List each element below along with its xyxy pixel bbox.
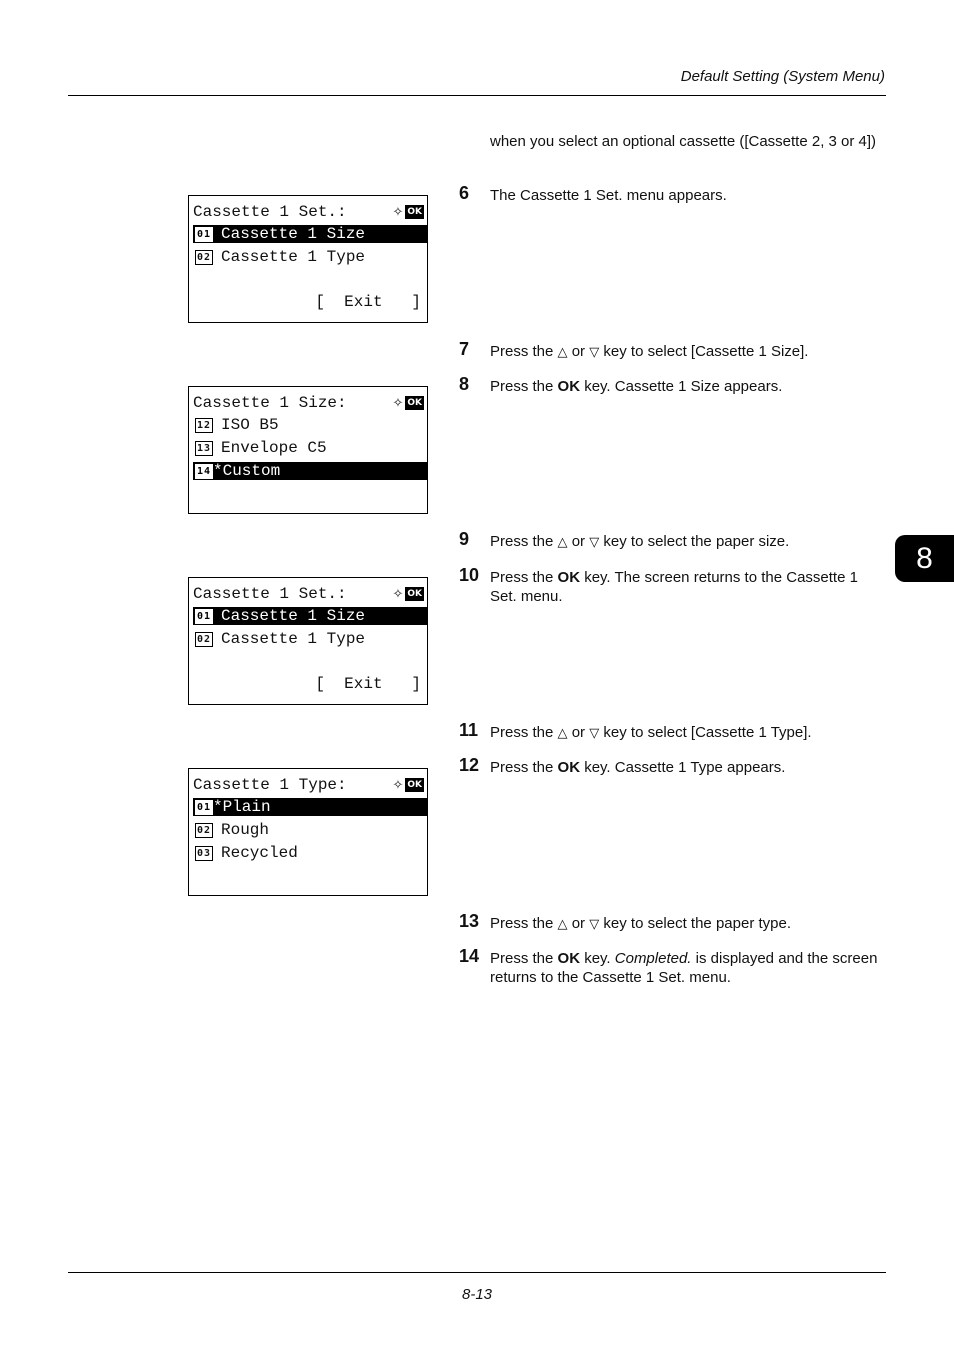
page-number: 8-13 xyxy=(461,1286,493,1303)
item-number-icon: 03 xyxy=(196,848,212,859)
panel-title: Cassette 1 Size: xyxy=(193,394,347,412)
item-number-icon: 01 xyxy=(196,802,212,813)
step-number: 14 xyxy=(459,946,480,966)
menu-item[interactable] xyxy=(193,439,427,457)
step-number: 11 xyxy=(459,720,479,740)
footer-rule xyxy=(68,1272,886,1273)
menu-item-label: Recycled xyxy=(221,844,298,862)
menu-item[interactable] xyxy=(193,821,427,839)
arrow-keys-icon: ✧ xyxy=(392,777,404,793)
menu-item-selected[interactable] xyxy=(193,225,427,243)
nav-ok-icons xyxy=(392,777,424,793)
item-number-icon: 14 xyxy=(196,466,212,477)
arrow-keys-icon: ✧ xyxy=(392,586,404,602)
step-text: Press the OK key. Completed. is displayed and the screen returns to the Cassette 1 Set. menu. xyxy=(490,950,878,986)
step-text: Press the △ or ▽ key to select [Cassette 1 Type]. xyxy=(490,724,812,741)
lcd-panel-cassette-type xyxy=(188,768,428,896)
nav-ok-icons xyxy=(392,395,424,411)
exit-softkey[interactable]: [ Exit ] xyxy=(315,293,421,311)
chapter-tab: 8 xyxy=(895,535,954,582)
item-number-icon: 02 xyxy=(196,634,212,645)
step-number: 9 xyxy=(459,529,470,549)
menu-item-label: Rough xyxy=(221,821,270,839)
ok-key-label: OK xyxy=(557,378,581,395)
menu-item[interactable] xyxy=(193,248,427,266)
menu-item-label: Cassette 1 Type xyxy=(221,630,366,648)
item-number-icon: 02 xyxy=(196,252,212,263)
menu-item[interactable] xyxy=(193,416,427,434)
menu-item-selected[interactable] xyxy=(193,607,427,625)
exit-softkey[interactable]: [ Exit ] xyxy=(315,675,421,693)
menu-item-label: ISO B5 xyxy=(221,416,279,434)
lcd-panel-cassette-set-return xyxy=(188,577,428,705)
page-header-title: Default Setting (System Menu) xyxy=(680,68,885,85)
down-key-icon: ▽ xyxy=(589,534,600,549)
step-number: 6 xyxy=(459,183,470,203)
menu-item-selected[interactable] xyxy=(193,798,427,816)
down-key-icon: ▽ xyxy=(589,344,600,359)
step-text: Press the △ or ▽ key to select [Cassette 1 Size]. xyxy=(490,343,809,360)
up-key-icon: △ xyxy=(557,534,568,549)
item-number-icon: 01 xyxy=(196,611,212,622)
intro-text: when you select an optional cassette ([Cassette 2, 3 or 4]) xyxy=(490,133,877,150)
nav-ok-icons xyxy=(392,204,424,220)
item-number-icon: 01 xyxy=(196,229,212,240)
menu-item-label: Cassette 1 Size xyxy=(221,607,366,625)
step-number: 13 xyxy=(459,911,480,931)
step-text: Press the OK key. Cassette 1 Size appears. xyxy=(490,378,783,395)
menu-item-selected[interactable] xyxy=(193,462,427,480)
arrow-keys-icon: ✧ xyxy=(392,395,404,411)
menu-item-label: Cassette 1 Type xyxy=(221,248,366,266)
panel-title: Cassette 1 Set.: xyxy=(193,585,347,603)
ok-key-label: OK xyxy=(557,950,581,967)
menu-item-label: *Custom xyxy=(213,462,281,480)
menu-item-label: *Plain xyxy=(213,798,271,816)
menu-item[interactable] xyxy=(193,844,427,862)
menu-item[interactable] xyxy=(193,630,427,648)
up-key-icon: △ xyxy=(557,725,568,740)
ok-icon: OK xyxy=(407,398,422,408)
step-number: 10 xyxy=(459,565,480,585)
down-key-icon: ▽ xyxy=(589,916,600,931)
menu-item-label: Cassette 1 Size xyxy=(221,225,366,243)
down-key-icon: ▽ xyxy=(589,725,600,740)
step-number: 12 xyxy=(459,755,480,775)
nav-ok-icons xyxy=(392,586,424,602)
step-text: Press the OK key. Cassette 1 Type appears. xyxy=(490,759,786,776)
step-text: Press the △ or ▽ key to select the paper size. xyxy=(490,533,790,550)
step-number: 8 xyxy=(459,374,470,394)
panel-title: Cassette 1 Set.: xyxy=(193,203,347,221)
step-text: Press the OK key. The screen returns to the Cassette 1 Set. menu. xyxy=(490,569,858,605)
lcd-panel-cassette-size xyxy=(188,386,428,514)
step-number: 7 xyxy=(459,339,470,359)
item-number-icon: 02 xyxy=(196,825,212,836)
item-number-icon: 12 xyxy=(196,420,212,431)
ok-key-label: OK xyxy=(557,759,581,776)
up-key-icon: △ xyxy=(557,916,568,931)
ok-icon: OK xyxy=(407,780,422,790)
lcd-panel-cassette-set xyxy=(188,195,428,323)
step-text: The Cassette 1 Set. menu appears. xyxy=(490,187,727,204)
ok-key-label: OK xyxy=(557,569,581,586)
ok-icon: OK xyxy=(407,207,422,217)
panel-title: Cassette 1 Type: xyxy=(193,776,347,794)
step-text: Press the △ or ▽ key to select the paper type. xyxy=(490,915,791,932)
arrow-keys-icon: ✧ xyxy=(392,204,404,220)
item-number-icon: 13 xyxy=(196,443,212,454)
header-rule xyxy=(68,95,886,96)
ok-icon: OK xyxy=(407,589,422,599)
up-key-icon: △ xyxy=(557,344,568,359)
menu-item-label: Envelope C5 xyxy=(221,439,327,457)
